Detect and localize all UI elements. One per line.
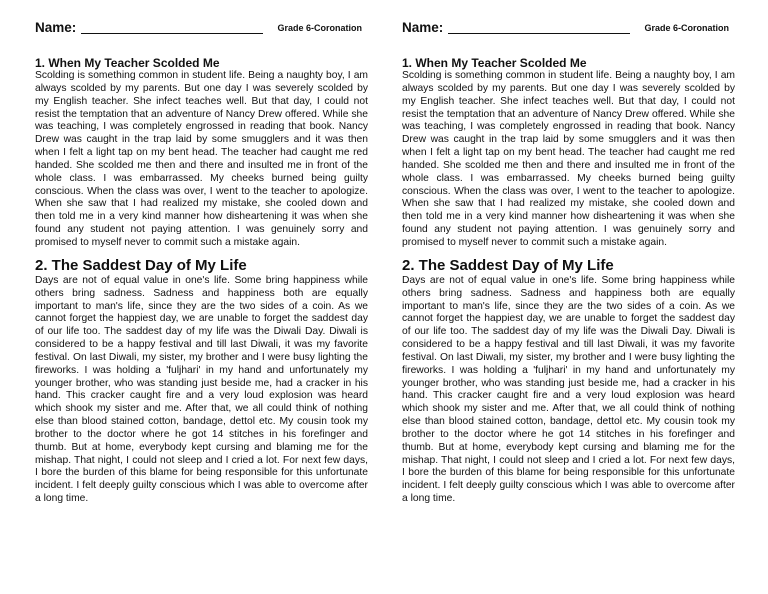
worksheet-header xyxy=(402,20,735,40)
name-blank-line[interactable] xyxy=(448,33,630,34)
worksheet-left xyxy=(35,20,368,506)
passage-2-body: Days are not of equal value in one's life. Some bring happiness while others bring sadness. Sadness and happiness both are equally important to man's life, since they are the two sides of a coin. As we cannot forget the happiest day, we are unable to forget the saddest day of our life too. The saddest day of my life was the Diwali Day. Diwali is considered to be a happy festival and till last Diwali, it was my favorite festival. On last Diwali, my sister, my brother and I were busy lighting the fireworks. I was holding a 'fuljhari' in my hand and unfortunately my younger brother, who was standing just beside me, had a cracker in his hand. This cracker caught fire and a very loud explosion was heard which shook my sister and me. After that, we all could think of nothing else than blood stained cotton, bandage, dettol etc. My cousin took my brother to the doctor where he got 14 stitches in his forefinger and thumb. But at home, everybody kept cursing and blaming me for the mishap. That night, I could not sleep and I cried a lot. For next few days, I bore the burden of this blame for being responsible for this unfortunate incident. I felt deeply guilty conscious which I was able to overcome after a long time. xyxy=(35,274,368,505)
worksheet-right xyxy=(402,20,735,506)
worksheet-header xyxy=(35,20,368,40)
passage-1-title: 1. When My Teacher Scolded Me xyxy=(35,56,220,70)
grade-label: Grade 6-Coronation xyxy=(277,23,362,33)
name-label: Name: xyxy=(35,20,77,35)
passage-1-body: Scolding is something common in student life. Being a naughty boy, I am always scolded by my parents. But one day I was severely scolded by my English teacher. She infect teaches well. But that day, I could not resist the temptation that an adventure of Nancy Drew offered. While she was teaching, I was completely engrossed in reading that book. Nancy Drew was caught in the trap laid by some smugglers and it was then when I felt a light tap on my bent head. The teacher had caught me red handed. She scolded me then and there and insulted me in front of the whole class. I was embarrassed. My cheeks burned being guilty conscious. When the class was over, I went to the teacher to apologize. When she saw that I had realized my mistake, she cooled down and then told me in a very kind manner how disheartening it was when she found any student not paying attention. I was genuinely sorry and promised to myself never to commit such a mistake again. xyxy=(35,70,368,248)
name-label: Name: xyxy=(402,20,444,35)
passage-2-title: 2. The Saddest Day of My Life xyxy=(35,256,247,274)
passage-1-title: 1. When My Teacher Scolded Me xyxy=(402,56,587,70)
passage-2-body: Days are not of equal value in one's life. Some bring happiness while others bring sadness. Sadness and happiness both are equally important to man's life, since they are the two sides of a coin. As we cannot forget the happiest day, we are unable to forget the saddest day of our life too. The saddest day of my life was the Diwali Day. Diwali is considered to be a happy festival and till last Diwali, it was my favorite festival. On last Diwali, my sister, my brother and I were busy lighting the fireworks. I was holding a 'fuljhari' in my hand and unfortunately my younger brother, who was standing just beside me, had a cracker in his hand. This cracker caught fire and a very loud explosion was heard which shook my sister and me. After that, we all could think of nothing else than blood stained cotton, bandage, dettol etc. My cousin took my brother to the doctor where he got 14 stitches in his forefinger and thumb. But at home, everybody kept cursing and blaming me for the mishap. That night, I could not sleep and I cried a lot. For next few days, I bore the burden of this blame for being responsible for this unfortunate incident. I felt deeply guilty conscious which I was able to overcome after a long time. xyxy=(402,274,735,505)
grade-label: Grade 6-Coronation xyxy=(644,23,729,33)
passage-1-body: Scolding is something common in student life. Being a naughty boy, I am always scolded by my parents. But one day I was severely scolded by my English teacher. She infect teaches well. But that day, I could not resist the temptation that an adventure of Nancy Drew offered. While she was teaching, I was completely engrossed in reading that book. Nancy Drew was caught in the trap laid by some smugglers and it was then when I felt a light tap on my bent head. The teacher had caught me red handed. She scolded me then and there and insulted me in front of the whole class. I was embarrassed. My cheeks burned being guilty conscious. When the class was over, I went to the teacher to apologize. When she saw that I had realized my mistake, she cooled down and then told me in a very kind manner how disheartening it was when she found any student not paying attention. I was genuinely sorry and promised to myself never to commit such a mistake again. xyxy=(402,70,735,248)
passage-2-title: 2. The Saddest Day of My Life xyxy=(402,256,614,274)
name-blank-line[interactable] xyxy=(81,33,263,34)
